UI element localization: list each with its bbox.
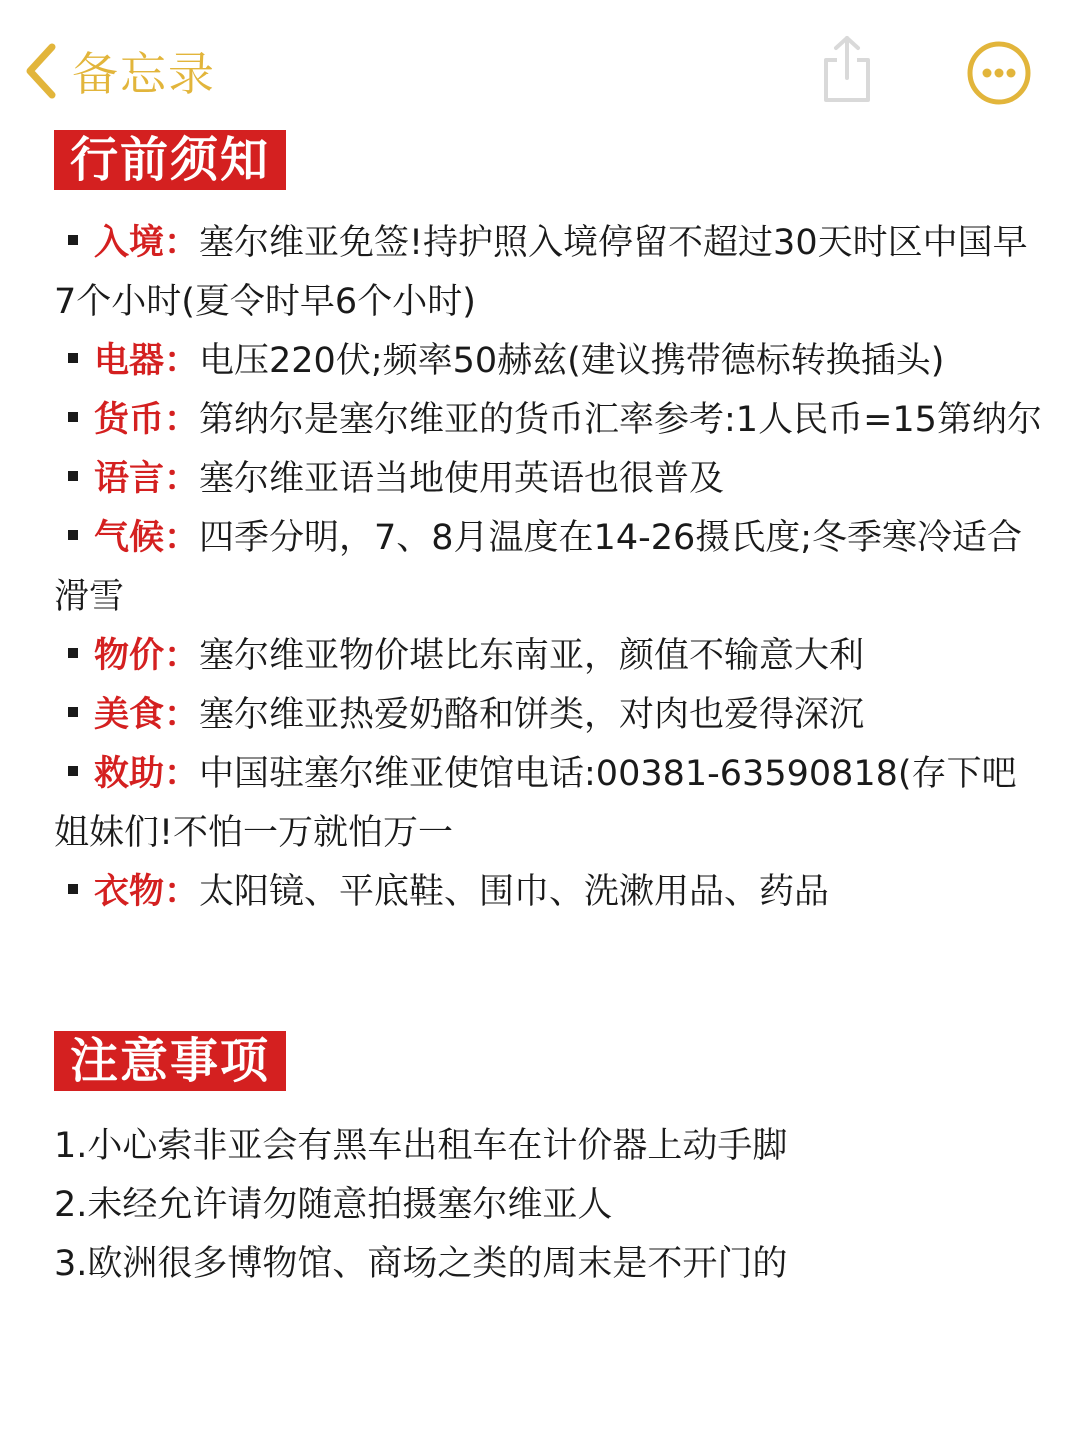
item-key: 救助： xyxy=(94,754,200,794)
section-title-precautions: 注意事项 xyxy=(54,1031,286,1091)
item-text: 塞尔维亚免签!持护照入境停留不超过30天时区中国早7个小时(夏令时早6个小时) xyxy=(54,223,1028,322)
item-text: 四季分明，7、8月温度在14-26摄氏度;冬季寒冷适合滑雪 xyxy=(54,518,1023,617)
list-item xyxy=(54,332,1044,391)
chevron-left-icon xyxy=(22,39,58,103)
bullet-icon xyxy=(68,353,78,363)
item-text: 第纳尔是塞尔维亚的货币汇率参考:1人民币=15第纳尔 xyxy=(199,400,1042,440)
share-icon xyxy=(818,91,876,110)
list-item xyxy=(54,627,1044,686)
list-item xyxy=(54,450,1044,509)
travel-tips-list xyxy=(54,214,1044,922)
item-text: 太阳镜、平底鞋、围巾、洗漱用品、药品 xyxy=(199,872,830,912)
list-item xyxy=(54,509,1044,627)
list-item xyxy=(54,745,1044,863)
item-key: 衣物： xyxy=(94,872,200,912)
item-key: 语言： xyxy=(94,459,200,499)
item-key: 货币： xyxy=(94,400,200,440)
list-item xyxy=(54,391,1044,450)
item-text: 塞尔维亚语当地使用英语也很普及 xyxy=(199,459,725,499)
section-title-travel-tips: 行前须知 xyxy=(54,130,286,190)
bullet-icon xyxy=(68,884,78,894)
nav-bar xyxy=(0,0,1080,130)
list-item: 3.欧洲很多博物馆、商场之类的周末是不开门的 xyxy=(54,1244,788,1284)
item-key: 美食： xyxy=(94,695,200,735)
more-icon xyxy=(966,91,1032,110)
list-item xyxy=(54,863,1044,922)
item-text: 塞尔维亚热爱奶酪和饼类，对肉也爱得深沉 xyxy=(199,695,865,735)
item-text: 电压220伏;频率50赫兹(建议携带德标转换插头) xyxy=(199,341,945,381)
back-label: 备忘录 xyxy=(72,47,216,101)
bullet-icon xyxy=(68,766,78,776)
item-text: 中国驻塞尔维亚使馆电话:00381-63590818(存下吧姐妹们!不怕一万就怕万一 xyxy=(54,754,1017,853)
back-button[interactable] xyxy=(22,38,216,104)
list-item: 2.未经允许请勿随意拍摄塞尔维亚人 xyxy=(54,1185,613,1225)
bullet-icon xyxy=(68,471,78,481)
item-text: 塞尔维亚物价堪比东南亚，颜值不输意大利 xyxy=(199,636,865,676)
item-key: 电器： xyxy=(94,341,200,381)
item-key: 入境： xyxy=(94,223,200,263)
item-key: 气候： xyxy=(94,518,200,558)
list-item xyxy=(54,686,1044,745)
bullet-icon xyxy=(68,648,78,658)
precautions-list xyxy=(54,1117,1044,1294)
bullet-icon xyxy=(68,235,78,245)
list-item: 1.小心索非亚会有黑车出租车在计价器上动手脚 xyxy=(54,1126,788,1166)
section-travel-tips xyxy=(54,130,1044,922)
section-precautions xyxy=(54,1031,1044,1294)
share-button[interactable] xyxy=(818,34,876,106)
item-key: 物价： xyxy=(94,636,200,676)
more-button[interactable] xyxy=(966,40,1032,106)
bullet-icon xyxy=(68,412,78,422)
bullet-icon xyxy=(68,530,78,540)
bullet-icon xyxy=(68,707,78,717)
list-item xyxy=(54,214,1044,332)
